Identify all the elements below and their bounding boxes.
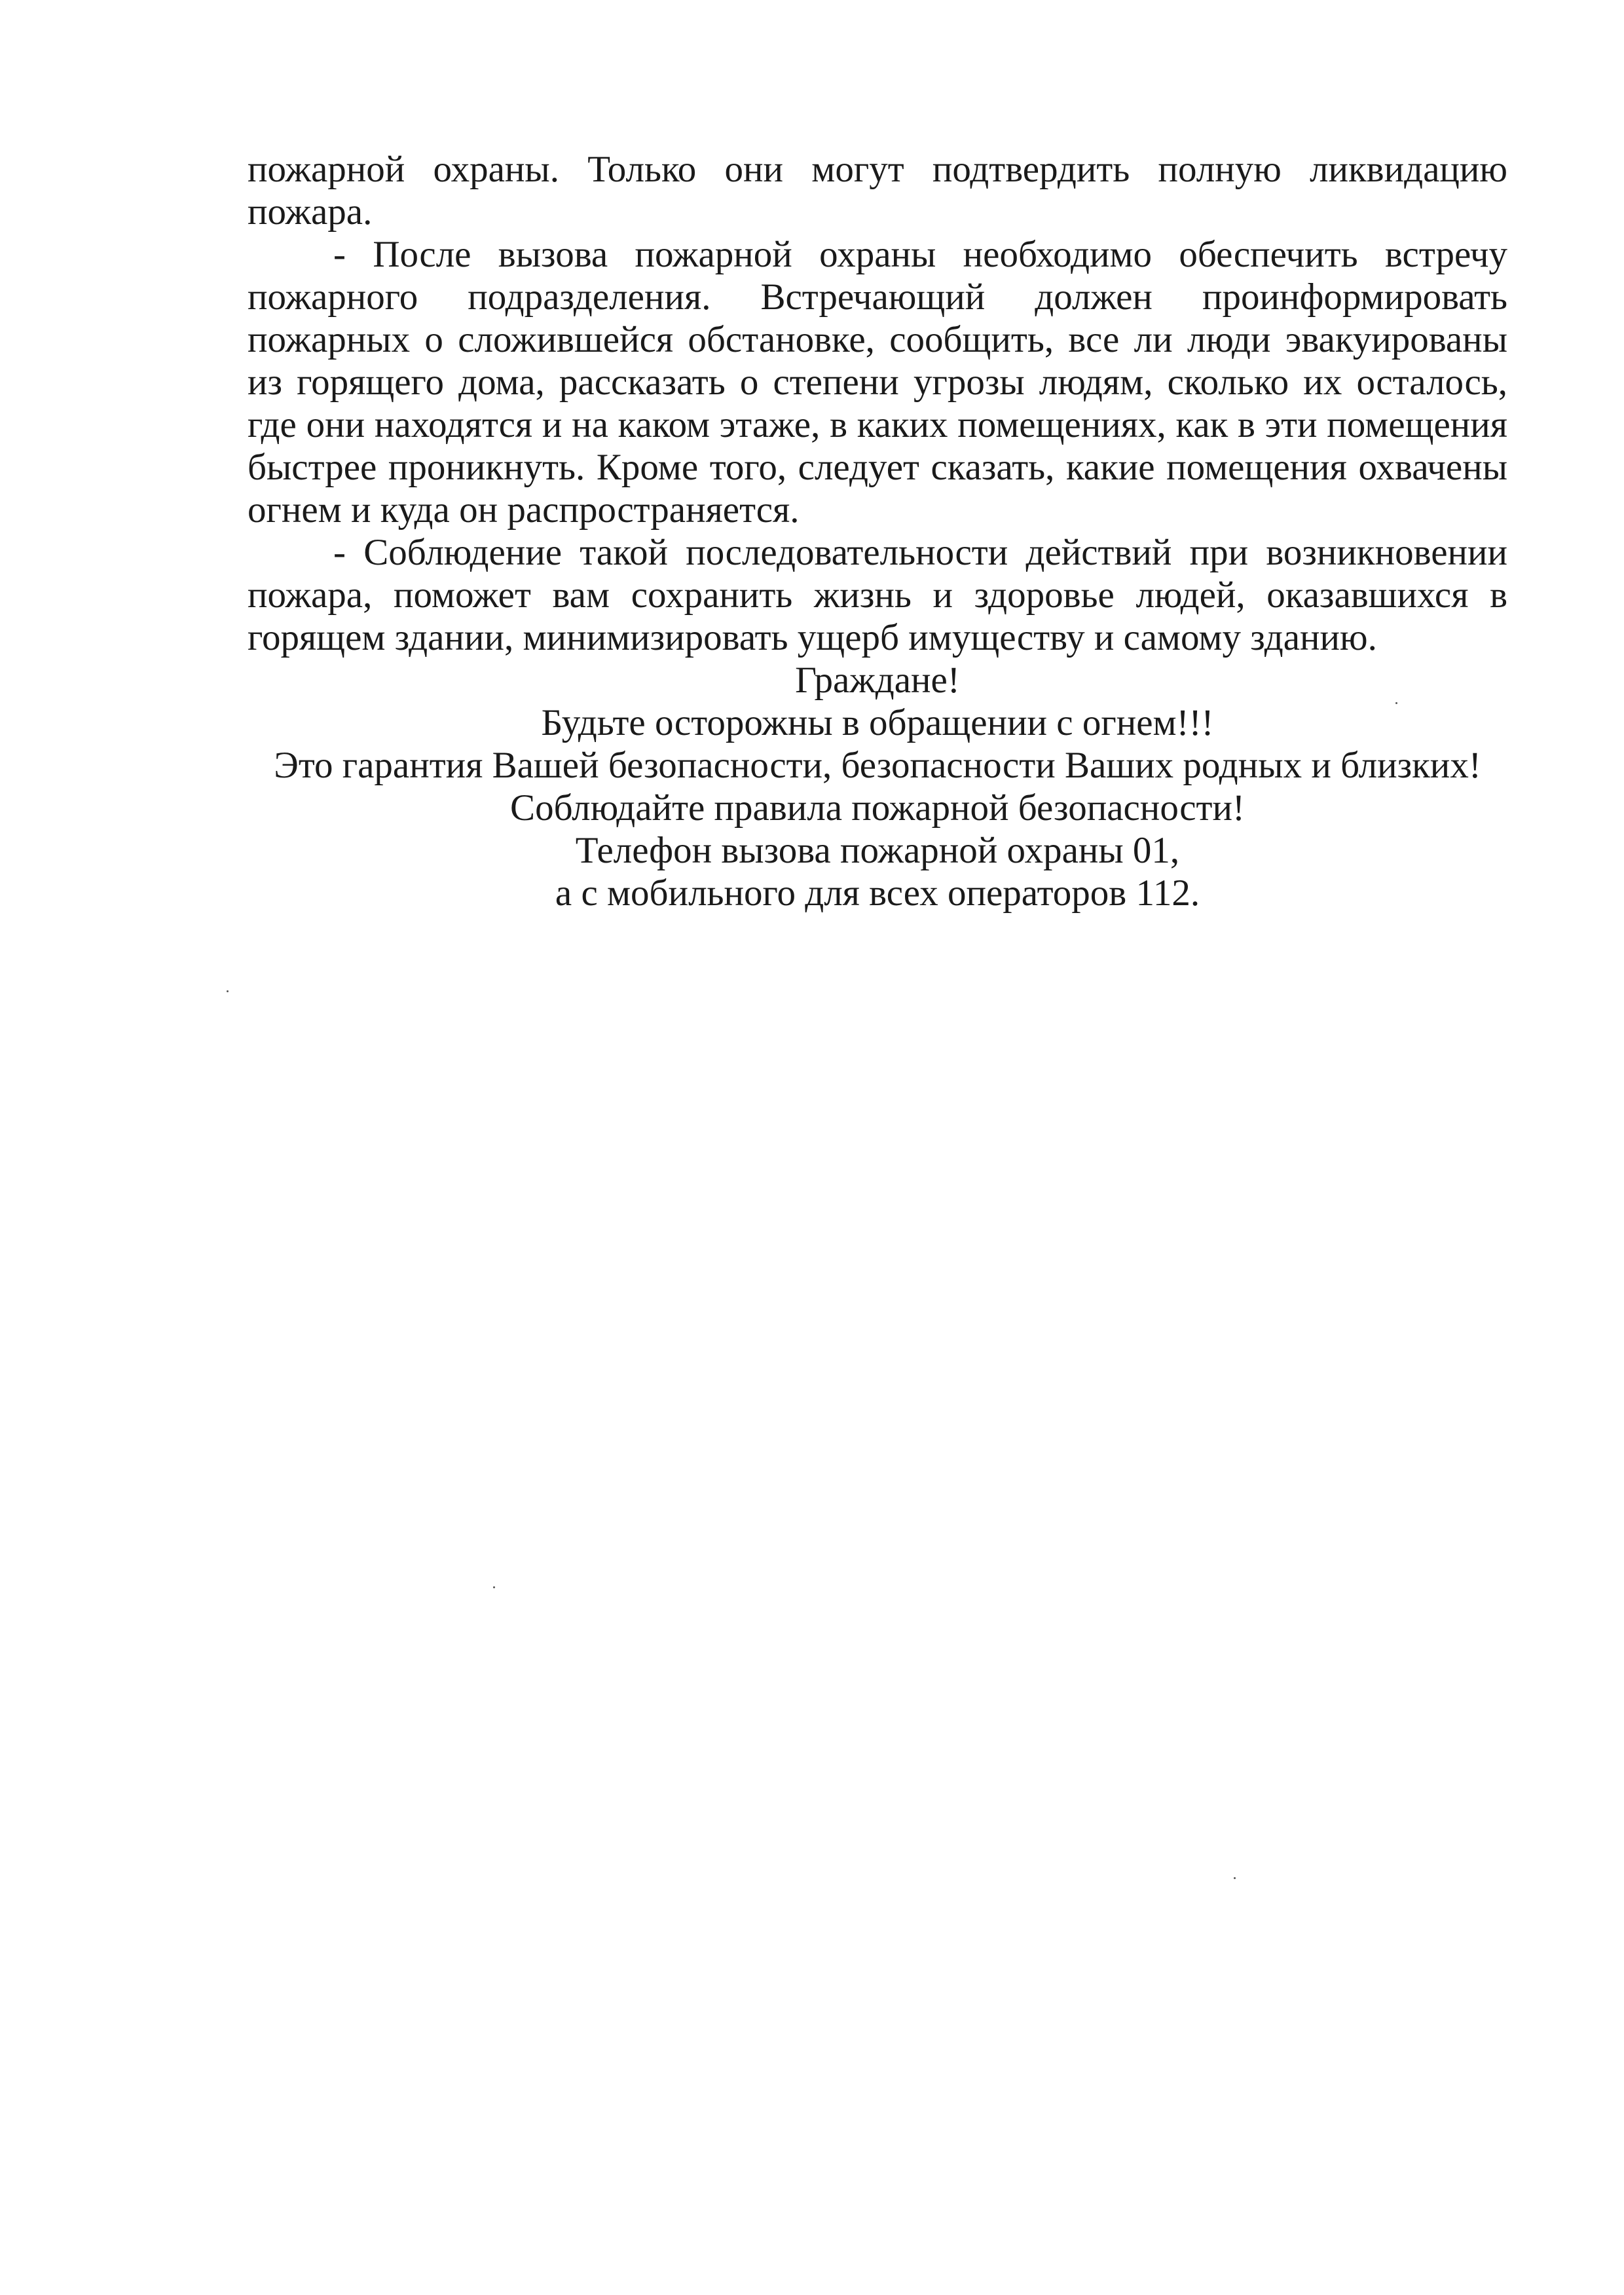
- paragraph-action-sequence: - Соблюдение такой последовательности действий при возникновении пожара, поможет вам сохранить жизнь и здоровье людей, оказавшихся в горящем здании, минимизировать ущерб имуществу и самому зданию.: [248, 532, 1507, 658]
- scan-speck: [227, 990, 229, 992]
- closing-line-be-careful: Будьте осторожны в обращении с огнем!!!: [541, 702, 1214, 743]
- closing-line-follow-rules: Соблюдайте правила пожарной безопасности!: [510, 787, 1245, 829]
- paragraph-fire-service-confirmation: пожарной охраны. Только они могут подтвердить полную ликвидацию пожара.: [248, 149, 1507, 233]
- document-body: [248, 148, 1507, 914]
- closing-line-citizens: Граждане!: [795, 660, 960, 701]
- scan-speck: [1234, 1877, 1236, 1879]
- closing-line-phone-01: Телефон вызова пожарной охраны 01,: [575, 830, 1180, 871]
- scan-speck: [1395, 702, 1397, 704]
- scan-speck: [493, 1586, 495, 1588]
- closing-line-guarantee: Это гарантия Вашей безопасности, безопасности Ваших родных и близких!: [274, 745, 1481, 786]
- closing-line-phone-112: а с мобильного для всех операторов 112.: [555, 872, 1200, 914]
- closing-appeal: [248, 659, 1507, 914]
- paragraph-meeting-fire-unit: - После вызова пожарной охраны необходимо обеспечить встречу пожарного подразделения. Встречающий должен проинформировать пожарных о сложившейся обстановке, сообщить, все ли люди эвакуированы из горящего дома, рассказать о степени угрозы людям, сколько их осталось, где они находятся и на каком этаже, в каких помещениях, как в эти помещения быстрее проникнуть. Кроме того, следует сказать, какие помещения охвачены огнем и куда он распространяется.: [248, 234, 1507, 531]
